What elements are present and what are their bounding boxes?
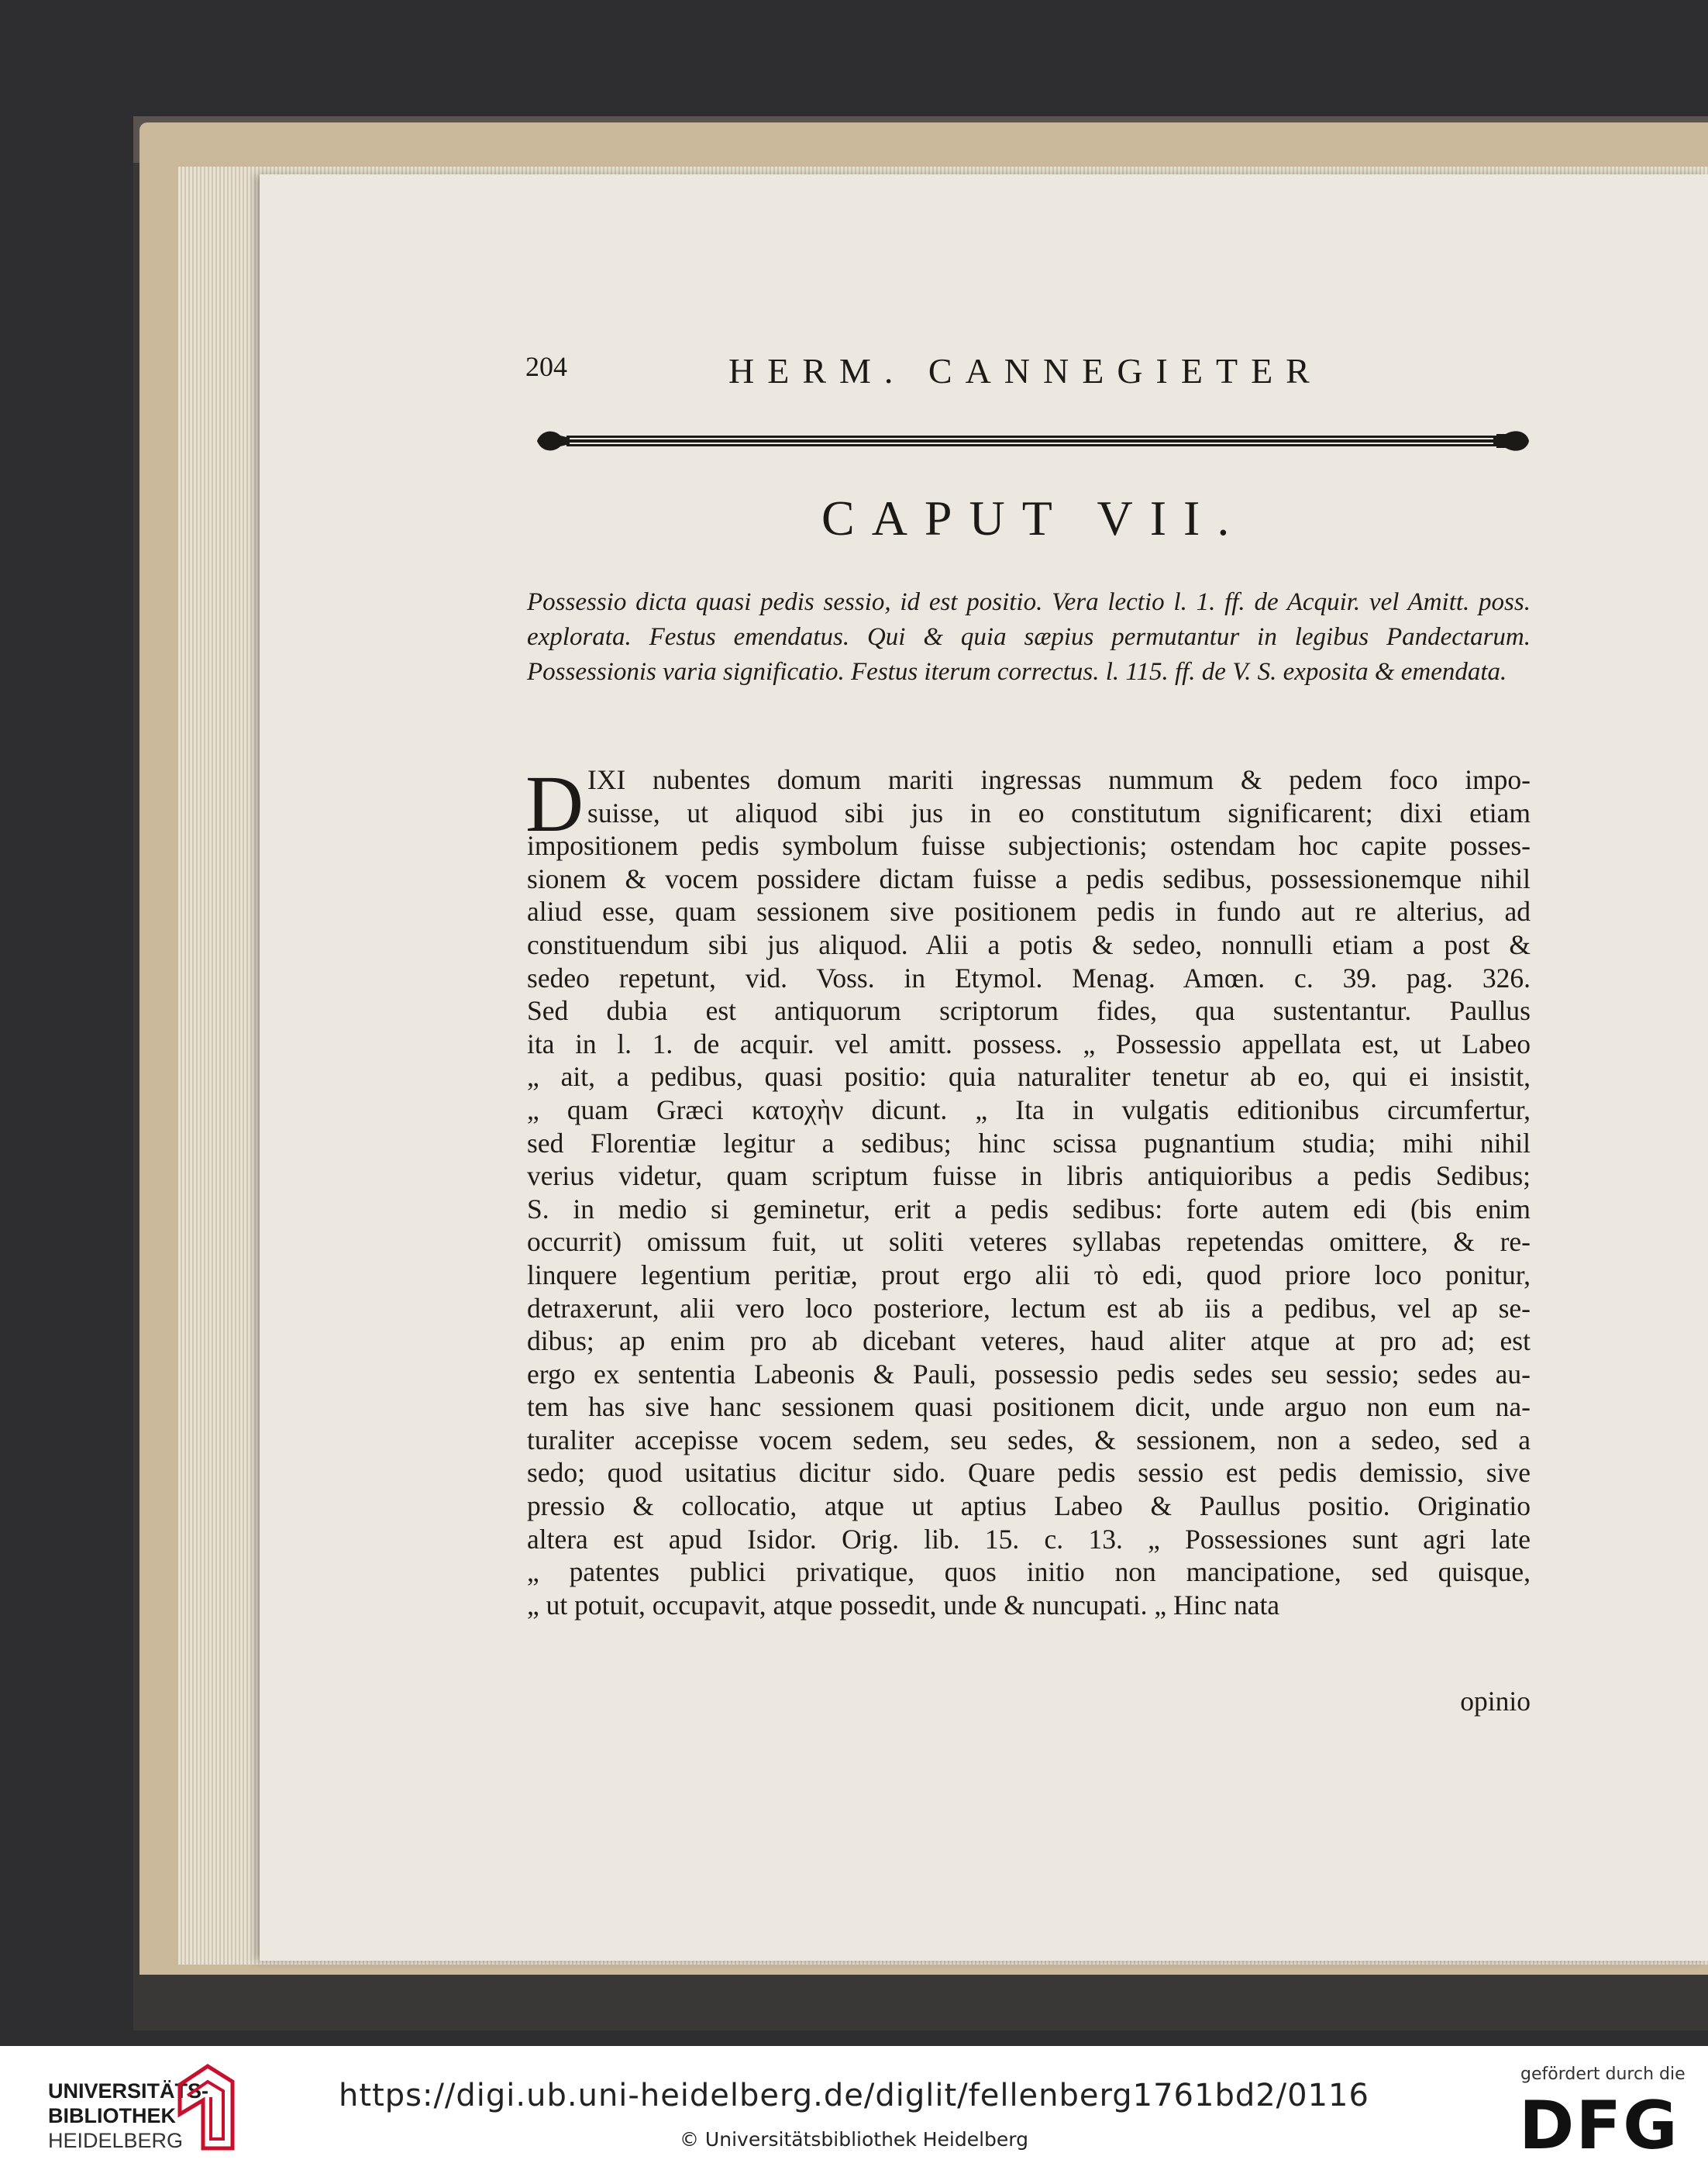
body-line: aliud esse, quam sessionem sive positionem pedis in fundo aut re alterius, ad: [527, 896, 1531, 928]
body-line: sed Florentiæ legitur a sedibus; hinc scissa pugnantium studia; mihi nihil: [527, 1127, 1531, 1159]
funding-note: gefördert durch die: [1520, 2065, 1686, 2084]
body-text: [525, 760, 1531, 1621]
body-line: turaliter accepisse vocem sedem, seu sedes, & sessionem, non a sedeo, sed a: [527, 1424, 1531, 1455]
body-line: „ quam Græci κατοχὴν dicunt. „ Ita in vulgatis editionibus circumfertur,: [527, 1094, 1531, 1125]
library-name-line: BIBLIOTHEK: [48, 2104, 176, 2127]
body-line: ita in l. 1. de acquir. vel amitt. possess. „ Possessio appellata est, ut Labeo: [527, 1028, 1531, 1059]
body-line: „ ait, a pedibus, quasi positio: quia naturaliter tenetur ab eo, qui ei insistit,: [527, 1061, 1531, 1093]
body-line: detraxerunt, alii vero loco posteriore, lectum est ab iis a pedibus, vel ap se-: [527, 1292, 1531, 1324]
body-line: dibus; ap enim pro ab dicebant veteres, haud aliter atque at pro ad; est: [527, 1325, 1531, 1357]
chapter-title: CAPUT VII.: [821, 491, 1247, 546]
library-name-line: HEIDELBERG: [48, 2129, 184, 2152]
body-line: constituendum sibi jus aliquod. Alii a potis & sedeo, nonnulli etiam a post &: [527, 928, 1531, 960]
library-name-line: UNIVERSITÄTS-: [48, 2079, 209, 2103]
body-line: pressio & collocatio, atque ut aptius Labeo & Paullus positio. Originatio: [527, 1490, 1531, 1522]
body-line: linquere legentium peritiæ, prout ergo alii τὸ edi, quod priore loco ponitur,: [527, 1259, 1531, 1290]
drop-cap: D: [525, 760, 584, 849]
body-line: IXI nubentes domum mariti ingressas nummum & pedem foco impo-: [587, 764, 1531, 795]
body-line: „ patentes publici privatique, quos initio non mancipatione, sed quisque,: [527, 1556, 1531, 1588]
body-line: ergo ex sententia Labeonis & Pauli, possessio pedis sedes seu sessio; sedes au-: [527, 1358, 1531, 1390]
permalink-url[interactable]: https://digi.ub.uni-heidelberg.de/diglit/fellenberg1761bd2/0116: [339, 2078, 1369, 2113]
body-line: Sed dubia est antiquorum scriptorum fides, qua sustentantur. Paullus: [527, 995, 1531, 1027]
body-line: sionem & vocem possidere dictam fuisse a pedis sedibus, possessionemque nihil: [527, 863, 1531, 894]
body-line: tem has sive hanc sessionem quasi positionem dicit, unde arguo non eum na-: [527, 1391, 1531, 1423]
running-head: HERM. CANNEGIETER: [728, 351, 1323, 391]
chapter-summary: Possessio dicta quasi pedis sessio, id est positio. Vera lectio l. 1. ff. de Acquir. vel Amitt. poss. explorata. Festus emendatus. Qui & quia sæpius permutantur in legibus Pandectarum. Possessionis varia significatio. Festus iterum correctus. l. 115. ff. de V. S. exposita & emendata.: [527, 588, 1531, 686]
body-line: altera est apud Isidor. Orig. lib. 15. c. 13. „ Possessiones sunt agri late: [527, 1523, 1531, 1555]
body-line: sedo; quod usitatius dicitur sido. Quare pedis sessio est pedis demissio, sive: [527, 1457, 1531, 1489]
body-line: occurrit) omissum fuit, ut soliti veteres syllabas repetendas omittere, & re-: [527, 1226, 1531, 1258]
ornament-rule-icon: [531, 423, 1531, 459]
body-line: sedeo repetunt, vid. Voss. in Etymol. Menag. Amœn. c. 39. pag. 326.: [527, 962, 1531, 994]
body-line: impositionem pedis symbolum fuisse subjectionis; ostendam hoc capite posses-: [527, 830, 1531, 862]
body-line: verius videtur, quam scriptum fuisse in libris antiquioribus a pedis Sedibus;: [527, 1160, 1531, 1192]
catchword: opinio: [1460, 1686, 1531, 1717]
body-line: S. in medio si geminetur, erit a pedis sedibus: forte autem edi (bis enim: [527, 1193, 1531, 1224]
dfg-logo[interactable]: DFG: [1519, 2087, 1679, 2165]
body-line: „ ut potuit, occupavit, atque possedit, unde & nuncupati. „ Hinc nata: [527, 1589, 1280, 1621]
page-number: 204: [525, 351, 567, 382]
copyright-notice: © Universitätsbibliothek Heidelberg: [679, 2128, 1028, 2151]
body-line: suisse, ut aliquod sibi jus in eo constitutum significarent; dixi etiam: [587, 797, 1531, 828]
